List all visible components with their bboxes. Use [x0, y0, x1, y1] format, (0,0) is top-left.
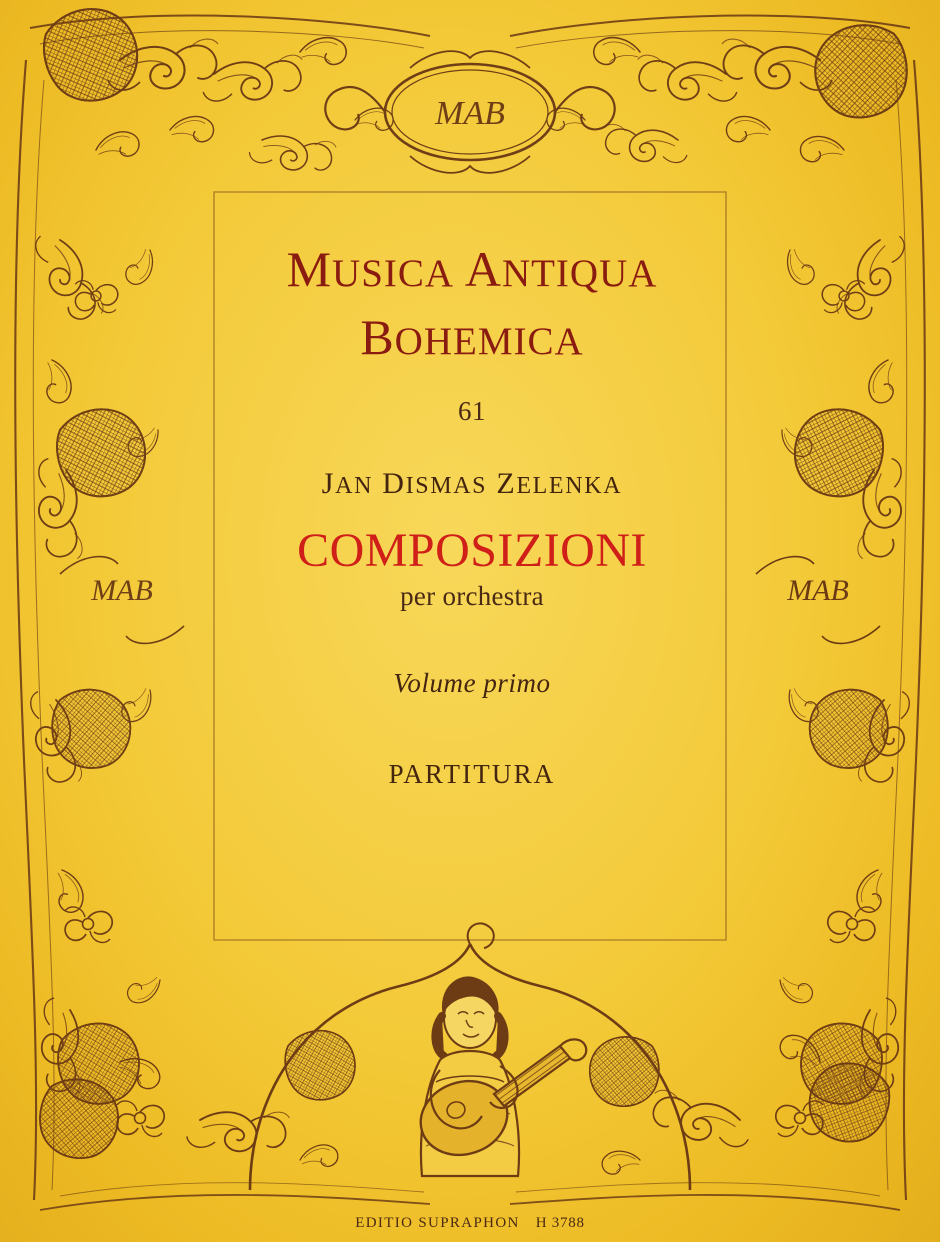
series-title-word-bohemica-rest: OHEMICA: [394, 320, 584, 363]
composer-initial-j: J: [321, 467, 336, 500]
series-title-line-2: [360, 309, 584, 365]
series-title-word-musica-rest: USICA: [332, 252, 455, 295]
publisher-name: EDITIO SUPRAPHON: [355, 1215, 520, 1231]
series-number: 61: [457, 396, 487, 426]
work-title: COMPOSIZIONI: [297, 524, 647, 577]
composer-name-rest-zelenka: ELENKA: [516, 473, 623, 499]
series-title-word-musica: M: [286, 241, 333, 297]
series-title-line-1: [286, 241, 658, 297]
series-title-word-antiqua-rest: NTIQUA: [501, 252, 658, 295]
composer-initial-d: D: [382, 467, 406, 500]
composer-initial-z: Z: [496, 467, 517, 500]
composer-name-rest-dismas: ISMAS: [405, 473, 488, 499]
cover-text-panel: [218, 196, 726, 936]
svg-text:MAB: MAB: [787, 574, 849, 607]
volume-label: Volume primo: [393, 668, 551, 698]
composer-name: [322, 467, 622, 501]
series-title-word-bohemica: B: [360, 309, 395, 365]
svg-text:MAB: MAB: [91, 574, 153, 607]
score-type-label: PARTITURA: [388, 759, 556, 789]
work-subtitle: per orchestra: [400, 581, 544, 611]
series-title-word-antiqua: A: [464, 241, 502, 297]
composer-name-rest-jan: AN: [335, 473, 374, 499]
catalog-number: H 3788: [535, 1215, 585, 1231]
svg-text:MAB: MAB: [435, 95, 505, 132]
publisher-line: [0, 1215, 940, 1232]
